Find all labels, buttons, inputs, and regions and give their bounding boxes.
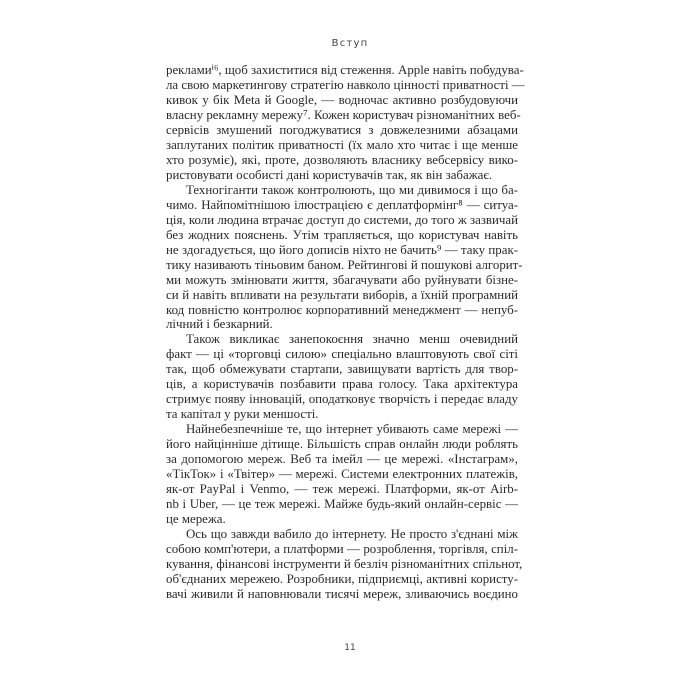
text-line: кування, фінансові інструменти й безліч різноманітних спільнот, xyxy=(166,556,523,571)
page-number: 11 xyxy=(344,643,356,653)
paragraph xyxy=(166,422,518,527)
text-line: факт — ці «торговці силою» спеціально влаштовують свої сіті xyxy=(166,347,518,362)
text-line: та капітал у руки меншості. xyxy=(166,407,319,422)
text-line: код повністю контролює корпоративний менеджмент — непуб- xyxy=(166,302,518,317)
text-line: за допомогою мереж. Веб та імейл — це мережі. «Інстаграм», xyxy=(166,452,518,467)
text-line: кивок у бік Meta й Google, — водночас активно розбудовуючи xyxy=(166,92,518,107)
body-text xyxy=(166,63,525,602)
text-line: сервісів змушений погоджуватися з довжелезними абзацами xyxy=(166,122,518,137)
paragraph xyxy=(166,527,523,602)
text-line: заплутаних політик приватності (їх мало хто читає і ще менше xyxy=(166,137,518,152)
text-line: рекламиⁱ⁶, щоб захиститися від стеження. Apple навіть побудува- xyxy=(166,63,524,77)
text-line: так, щоб обмежувати стартапи, завищувати вартість для твор- xyxy=(166,362,518,377)
text-line: лічний і безкарний. xyxy=(166,317,273,332)
text-line: без жодних пояснень. Утім трапляється, що користувач навіть xyxy=(166,227,518,242)
running-header: Вступ xyxy=(331,38,369,49)
text-line: тику називають тіньовим баном. Рейтингові й пошукові алгорит- xyxy=(166,257,523,272)
text-line: не здогадується, що його дописів ніхто не бачить⁹ — таку прак- xyxy=(166,242,518,257)
paragraph xyxy=(166,63,525,183)
text-line: Також викликає занепокоєння значно менш очевидний xyxy=(186,332,518,347)
text-line: його найцінніше дітище. Більшість справ онлайн люди роблять xyxy=(166,437,518,452)
text-line: ристовувати особисті дані користувачів так, як він забажає. xyxy=(166,167,493,182)
text-line: об'єднаних мережею. Розробники, підприємці, активні користу- xyxy=(166,571,518,586)
text-line: власну рекламну мережу⁷. Кожен користувач різноманітних веб- xyxy=(166,107,521,122)
text-line: Найнебезпечніше те, що інтернет убивають саме мережі — xyxy=(186,422,518,437)
text-line: це мережа. xyxy=(166,512,226,527)
text-line: ців, а користувачів позбавити права голосу. Така архітектура xyxy=(166,377,518,392)
paragraph xyxy=(166,332,518,422)
text-line: стримує появу інновацій, оподатковує творчість і передає владу xyxy=(166,392,518,407)
text-line: ла свою маркетингову стратегію навколо цінності приватності — xyxy=(166,77,525,92)
text-line: ція, коли людина втрачає доступ до системи, до того ж зазвичай xyxy=(166,212,518,227)
text-line: ми можуть змінювати життя, збагачувати або руйнувати бізне- xyxy=(166,272,518,287)
text-line: вачі живили й наповнювали тисячі мереж, зливаючись воєдино xyxy=(166,586,518,601)
text-line: чимо. Найпомітнішою ілюстрацією є деплатформінг⁸ — ситуа- xyxy=(166,197,518,212)
text-line: «ТікТок» і «Твітер» — мережі. Системи електронних платежів, xyxy=(166,467,518,482)
text-line: Ось що завжди вабило до інтернету. Не просто з'єднані між xyxy=(186,527,518,542)
paragraph xyxy=(166,182,523,333)
text-line: собою комп'ютери, а платформи — розроблення, торгівля, спіл- xyxy=(166,542,518,556)
text-line: си й навіть впливати на результати виборів, а їхній програмний xyxy=(166,287,518,302)
text-line: хто розуміє), які, проте, дозволяють власнику вебсервісу вико- xyxy=(166,152,518,167)
text-line: nb і Uber, — це теж мережі. Майже будь-який онлайн-сервіс — xyxy=(166,497,518,512)
text-line: Техногіганти також контролюють, що ми дивимося і що ба- xyxy=(186,182,518,197)
text-line: як-от PayPal і Venmo, — теж мережі. Платформи, як-от Airb- xyxy=(166,482,518,497)
